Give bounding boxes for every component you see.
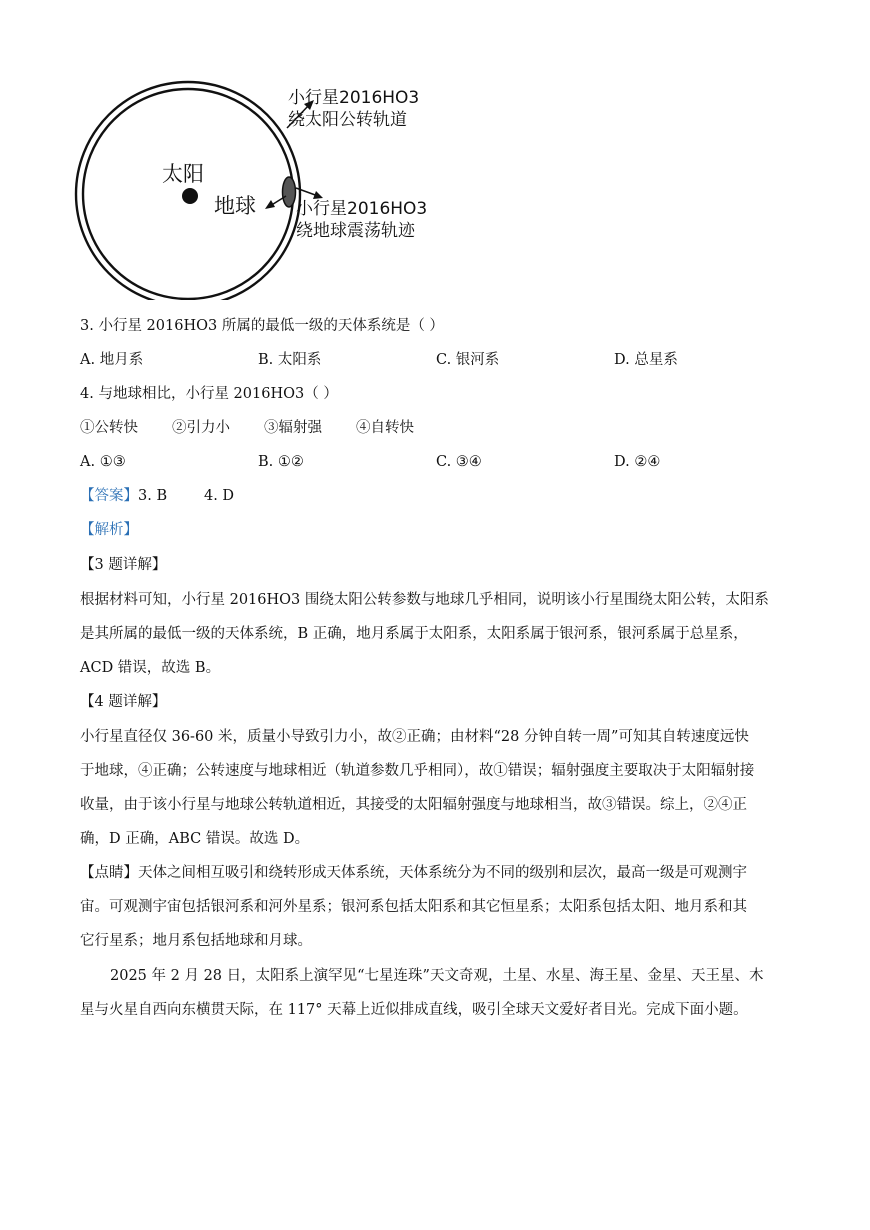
q4-option-c: C. ③④: [436, 454, 482, 470]
tip-line-3: 它行星系；地月系包括地球和月球。: [80, 933, 312, 949]
q3-detail-heading: 【3 题详解】: [80, 557, 167, 573]
orbit-diagram: [72, 80, 472, 300]
q4-option-a: A. ①③: [80, 454, 126, 470]
q3-option-d: D. 总星系: [614, 352, 678, 368]
q4-option-d: D. ②④: [614, 454, 661, 470]
orbit-label-line1: 小行星2016HO3: [288, 88, 420, 108]
earth-label: 地球: [214, 194, 256, 218]
tip-line-2: 宙。可观测宇宙包括银河系和河外星系；银河系包括太阳系和其它恒星系；太阳系包括太阳、地月系和其: [80, 899, 747, 915]
question-3-stem: 3. 小行星 2016HO3 所属的最低一级的天体系统是（ ）: [80, 318, 444, 334]
q4-detail-heading: 【4 题详解】: [80, 694, 167, 710]
tip-label: 【点睛】: [80, 865, 138, 881]
q3-detail-line-3: ACD 错误，故选 B。: [80, 660, 221, 676]
analysis-label: 【解析】: [80, 522, 138, 538]
tip-line-1: 【点睛】天体之间相互吸引和绕转形成天体系统，天体系统分为不同的级别和层次，最高一级是可观测宇: [80, 865, 747, 881]
q4-detail-line-1: 小行星直径仅 36-60 米，质量小导致引力小，故②正确；由材料“28 分钟自转一周”可知其自转速度远快: [80, 729, 749, 745]
q4-item-1: ①公转快: [80, 420, 138, 436]
passage-line-2: 星与火星自西向东横贯天际，在 117° 天幕上近似排成直线，吸引全球天文爱好者目光。完成下面小题。: [80, 1002, 748, 1018]
answer-label: 【答案】: [80, 488, 138, 504]
q3-option-c: C. 银河系: [436, 352, 500, 368]
wobble-label-line1: 小行星2016HO3: [296, 199, 428, 219]
q3-option-a: A. 地月系: [80, 352, 144, 368]
question-4-stem: 4. 与地球相比，小行星 2016HO3（ ）: [80, 386, 338, 402]
q4-item-3: ③辐射强: [264, 420, 322, 436]
q3-detail-line-1: 根据材料可知，小行星 2016HO3 围绕太阳公转参数与地球几乎相同，说明该小行星围绕太阳公转，太阳系: [80, 592, 769, 608]
sun-label: 太阳: [162, 162, 204, 186]
q3-detail-line-2: 是其所属的最低一级的天体系统，B 正确，地月系属于太阳系，太阳系属于银河系，银河系属于总星系，: [80, 626, 748, 642]
wobble-label-line2: 绕地球震荡轨迹: [296, 221, 415, 241]
q3-option-b: B. 太阳系: [258, 352, 322, 368]
q4-option-b: B. ①②: [258, 454, 304, 470]
orbit-label-line2: 绕太阳公转轨道: [288, 110, 407, 130]
asteroid-wobble-ellipse: [283, 177, 296, 207]
q4-detail-line-2: 于地球，④正确；公转速度与地球相近（轨道参数几乎相同），故①错误；辐射强度主要取决于太阳辐射接: [80, 763, 755, 779]
q4-detail-line-4: 确，D 正确，ABC 错误。故选 D。: [80, 831, 310, 847]
q4-detail-line-3: 收量，由于该小行星与地球公转轨道相近，其接受的太阳辐射强度与地球相当，故③错误。综上，②④正: [80, 797, 747, 813]
q4-item-4: ④自转快: [356, 420, 414, 436]
answer-row: [80, 486, 234, 506]
passage-line-1: 2025 年 2 月 28 日，太阳系上演罕见“七星连珠”天文奇观，土星、水星、海王星、金星、天王星、木: [110, 968, 764, 984]
answer-value: 3. B 4. D: [138, 488, 235, 504]
sun-dot: [182, 188, 198, 204]
q4-item-2: ②引力小: [172, 420, 230, 436]
